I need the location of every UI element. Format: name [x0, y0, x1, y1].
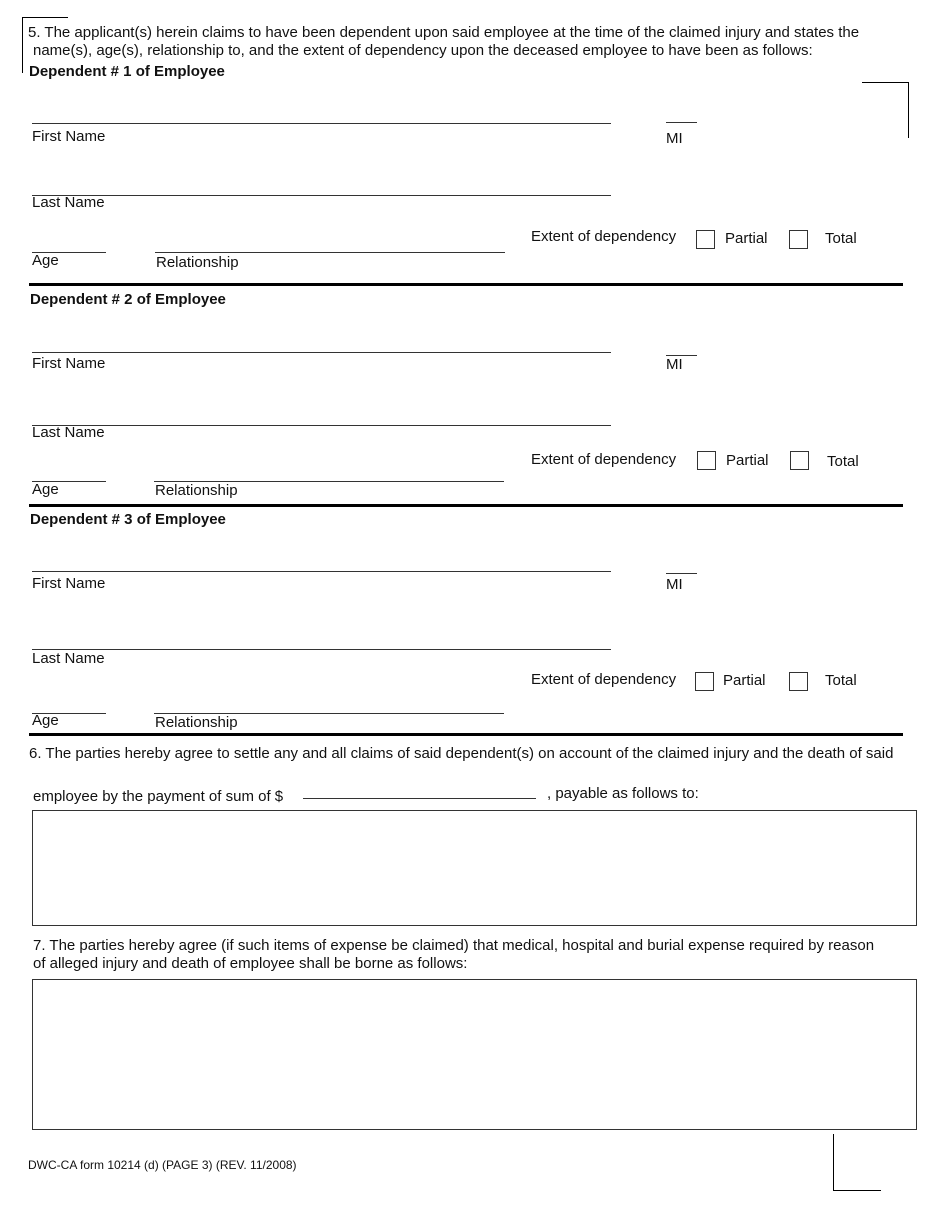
dependent-1-separator [29, 283, 903, 286]
section6-sum-label: employee by the payment of sum of $ [33, 788, 284, 805]
dependent-2-last-name-input[interactable] [32, 405, 615, 426]
dependent-1-partial-label: Partial [725, 230, 768, 247]
section7-line2: of alleged injury and death of employee shall be borne as follows: [33, 955, 468, 972]
dependent-1-heading: Dependent # 1 of Employee [29, 63, 225, 80]
dependent-1-total-label: Total [825, 230, 857, 247]
settlement-sum-input[interactable] [303, 778, 540, 799]
section5-intro-line2: name(s), age(s), relationship to, and the extent of dependency upon the deceased employee to have been as follows: [33, 42, 813, 59]
corner-mark-top-left-h [22, 17, 68, 18]
dependent-2-first-name-input[interactable] [32, 332, 615, 353]
dependent-2-age-input[interactable] [32, 461, 110, 482]
dependent-3-extent-label: Extent of dependency [531, 671, 677, 688]
section6-line1: 6. The parties hereby agree to settle any and all claims of said dependent(s) on account of the claimed injury and the death of said [29, 745, 894, 762]
dependent-3-mi-input[interactable] [666, 553, 701, 574]
dependent-3-heading: Dependent # 3 of Employee [30, 511, 226, 528]
dependent-2-extent-label: Extent of dependency [531, 451, 677, 468]
dependent-1-extent-label: Extent of dependency [531, 228, 677, 245]
dependent-3-age-label: Age [32, 712, 59, 729]
dependent-2-heading: Dependent # 2 of Employee [30, 291, 226, 308]
dependent-2-total-label: Total [827, 453, 859, 470]
dependent-2-first-name-label: First Name [32, 355, 106, 372]
dependent-1-age-input[interactable] [32, 232, 110, 253]
corner-mark-top-right-v [908, 82, 909, 138]
dependent-1-age-label: Age [32, 252, 59, 269]
dependent-3-partial-checkbox[interactable] [695, 672, 714, 691]
dependent-3-last-name-input[interactable] [32, 629, 615, 650]
section6-payable-label: , payable as follows to: [547, 785, 699, 802]
dependent-2-mi-label: MI [666, 356, 683, 373]
dependent-3-first-name-label: First Name [32, 575, 106, 592]
corner-mark-bottom-right-v [833, 1134, 834, 1191]
dependent-2-partial-label: Partial [726, 452, 769, 469]
dependent-2-separator [29, 504, 903, 507]
dependent-1-mi-input[interactable] [666, 102, 701, 123]
dependent-3-partial-label: Partial [723, 672, 766, 689]
corner-mark-bottom-right-h [833, 1190, 881, 1191]
dependent-2-last-name-label: Last Name [32, 424, 105, 441]
dependent-3-relationship-label: Relationship [155, 714, 238, 731]
expense-terms-box[interactable] [32, 979, 917, 1130]
payment-terms-box[interactable] [32, 810, 917, 926]
dependent-3-last-name-label: Last Name [32, 650, 105, 667]
corner-mark-top-left-v [22, 17, 23, 73]
dependent-1-mi-label: MI [666, 130, 683, 147]
section5-intro-line1: 5. The applicant(s) herein claims to have been dependent upon said employee at the time of the claimed injury and states the [28, 24, 860, 41]
dependent-1-last-name-label: Last Name [32, 194, 105, 211]
dependent-1-relationship-input[interactable] [155, 232, 509, 253]
dependent-2-partial-checkbox[interactable] [697, 451, 716, 470]
dependent-3-mi-label: MI [666, 576, 683, 593]
dependent-2-relationship-input[interactable] [154, 461, 508, 482]
dependent-2-age-label: Age [32, 481, 59, 498]
dependent-1-first-name-label: First Name [32, 128, 106, 145]
dependent-2-total-checkbox[interactable] [790, 451, 809, 470]
dependent-3-age-input[interactable] [32, 693, 110, 714]
dependent-3-total-checkbox[interactable] [789, 672, 808, 691]
dependent-3-total-label: Total [825, 672, 857, 689]
section7-line1: 7. The parties hereby agree (if such items of expense be claimed) that medical, hospital and burial expense required by reason [33, 937, 875, 954]
corner-mark-top-right-h [862, 82, 909, 83]
dependent-1-first-name-input[interactable] [32, 103, 615, 124]
dependent-3-separator [29, 733, 903, 736]
dependent-1-relationship-label: Relationship [156, 254, 239, 271]
dependent-1-total-checkbox[interactable] [789, 230, 808, 249]
dependent-1-partial-checkbox[interactable] [696, 230, 715, 249]
dependent-3-first-name-input[interactable] [32, 551, 615, 572]
dependent-2-relationship-label: Relationship [155, 482, 238, 499]
dependent-2-mi-input[interactable] [666, 335, 701, 356]
dependent-1-last-name-input[interactable] [32, 175, 615, 196]
dependent-3-relationship-input[interactable] [154, 693, 508, 714]
footer-form-id: DWC-CA form 10214 (d) (PAGE 3) (REV. 11/2008) [28, 1158, 297, 1172]
